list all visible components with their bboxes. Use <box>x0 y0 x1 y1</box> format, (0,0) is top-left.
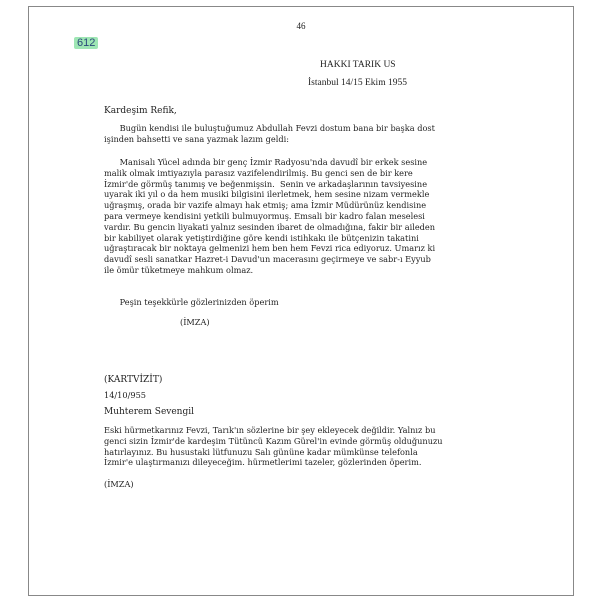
letter-signature: (İMZA) <box>180 317 210 327</box>
letter-salutation: Kardeşim Refik, <box>104 106 177 116</box>
letter-closing: Peşin teşekkürle gözlerinizden öperim <box>104 297 279 307</box>
card-salutation: Muhterem Sevengil <box>104 407 194 417</box>
card-date: 14/10/955 <box>104 390 146 400</box>
card-heading: (KARTVİZİT) <box>104 375 163 385</box>
letter-paragraph-2: Manisalı Yücel adında bir genç İzmir Radyosu'nda davudî bir erkek sesine malik olmak imtiyazıyla parasız vazifelendirilmiş. Bu genci sen de bir kere İzmir'de görmüş tanımış ve beğenmişsin. Senin ve arkadaşlarının tavsiyesine uyarak iki yıl o da hem musiki bilgisini ilerletmek, hem sesine nizam vermekle uğraşmış, orada bir vazife almayı hak etmiş; ama İzmir Müdürünüz kendisine para vermeye kendisini yetkili bulmuyormuş. Emsali bir kadro falan meselesi vardır. Bu gencin liyakati yalnız sesinden ibaret de olmadığına, fakir bir aileden bir kabiliyet olarak yetiştirdiğine göre kendi istihkakı ile bütçenizin takatini uğraştıracak bir noktaya gelmenizi hem ben hem Fevzi rica ediyoruz. Umarız ki davudî sesli sanatkar Hazret-i Davud'un macerasını geçirmeye ve sabr-ı Eyyub ile ömür tüketmeye mahkum olmaz. <box>104 157 436 275</box>
archive-number-stamp: 612 <box>74 37 98 49</box>
letter-place-date: İstanbul 14/15 Ekim 1955 <box>308 78 407 88</box>
letter-paragraph-1: Bugün kendisi ile buluştuğumuz Abdullah Fevzi dostum bana bir başka dost işinden bahsetti ve sana yazmak lazım geldi: <box>104 123 435 144</box>
card-signature: (İMZA) <box>104 479 134 489</box>
letter-author: HAKKI TARIK US <box>320 60 396 70</box>
card-body: Eski hürmetkarınız Fevzi, Tarık'ın sözlerine bir şey ekleyecek değildir. Yalnız bu genci sizin İzmir'de kardeşim Tütüncü Kazım Gürel'in evinde görmüş olduğunuzu hatırlayınız. Bu husustaki lütfunuzu Salı gününe kadar mümkünse telefonla İzmir'e ulaştırmanızı dileyeceğim. hürmetlerimi tazeler, gözlerinden öperim. <box>104 425 443 468</box>
page-number: 46 <box>296 21 306 31</box>
